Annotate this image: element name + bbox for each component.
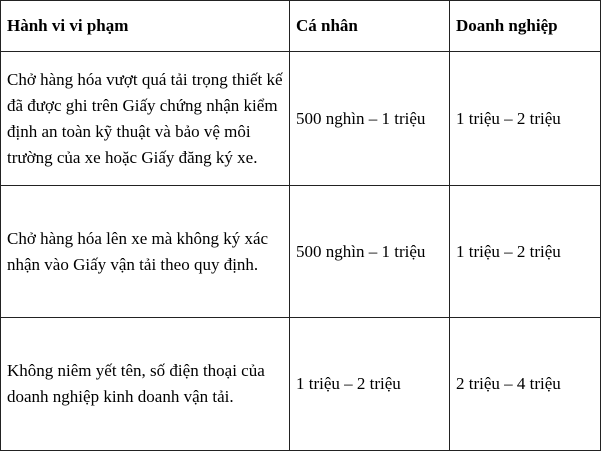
table-row [1,186,601,318]
enterprise-fine-cell: 1 triệu – 2 triệu [450,186,601,318]
individual-fine-cell: 500 nghìn – 1 triệu [290,52,450,186]
individual-fine-cell: 1 triệu – 2 triệu [290,318,450,451]
table-row [1,52,601,186]
header-individual: Cá nhân [290,1,450,52]
violation-cell: Chở hàng hóa vượt quá tải trọng thiết kế đã được ghi trên Giấy chứng nhận kiểm định an toàn kỹ thuật và bảo vệ môi trường của xe hoặc Giấy đăng ký xe. [1,52,290,186]
table-row [1,318,601,451]
individual-fine-cell: 500 nghìn – 1 triệu [290,186,450,318]
enterprise-fine-cell: 1 triệu – 2 triệu [450,52,601,186]
header-enterprise: Doanh nghiệp [450,1,601,52]
violation-cell: Không niêm yết tên, số điện thoại của doanh nghiệp kinh doanh vận tải. [1,318,290,451]
violation-cell: Chở hàng hóa lên xe mà không ký xác nhận vào Giấy vận tải theo quy định. [1,186,290,318]
header-row [1,1,601,52]
enterprise-fine-cell: 2 triệu – 4 triệu [450,318,601,451]
header-violation: Hành vi vi phạm [1,1,290,52]
